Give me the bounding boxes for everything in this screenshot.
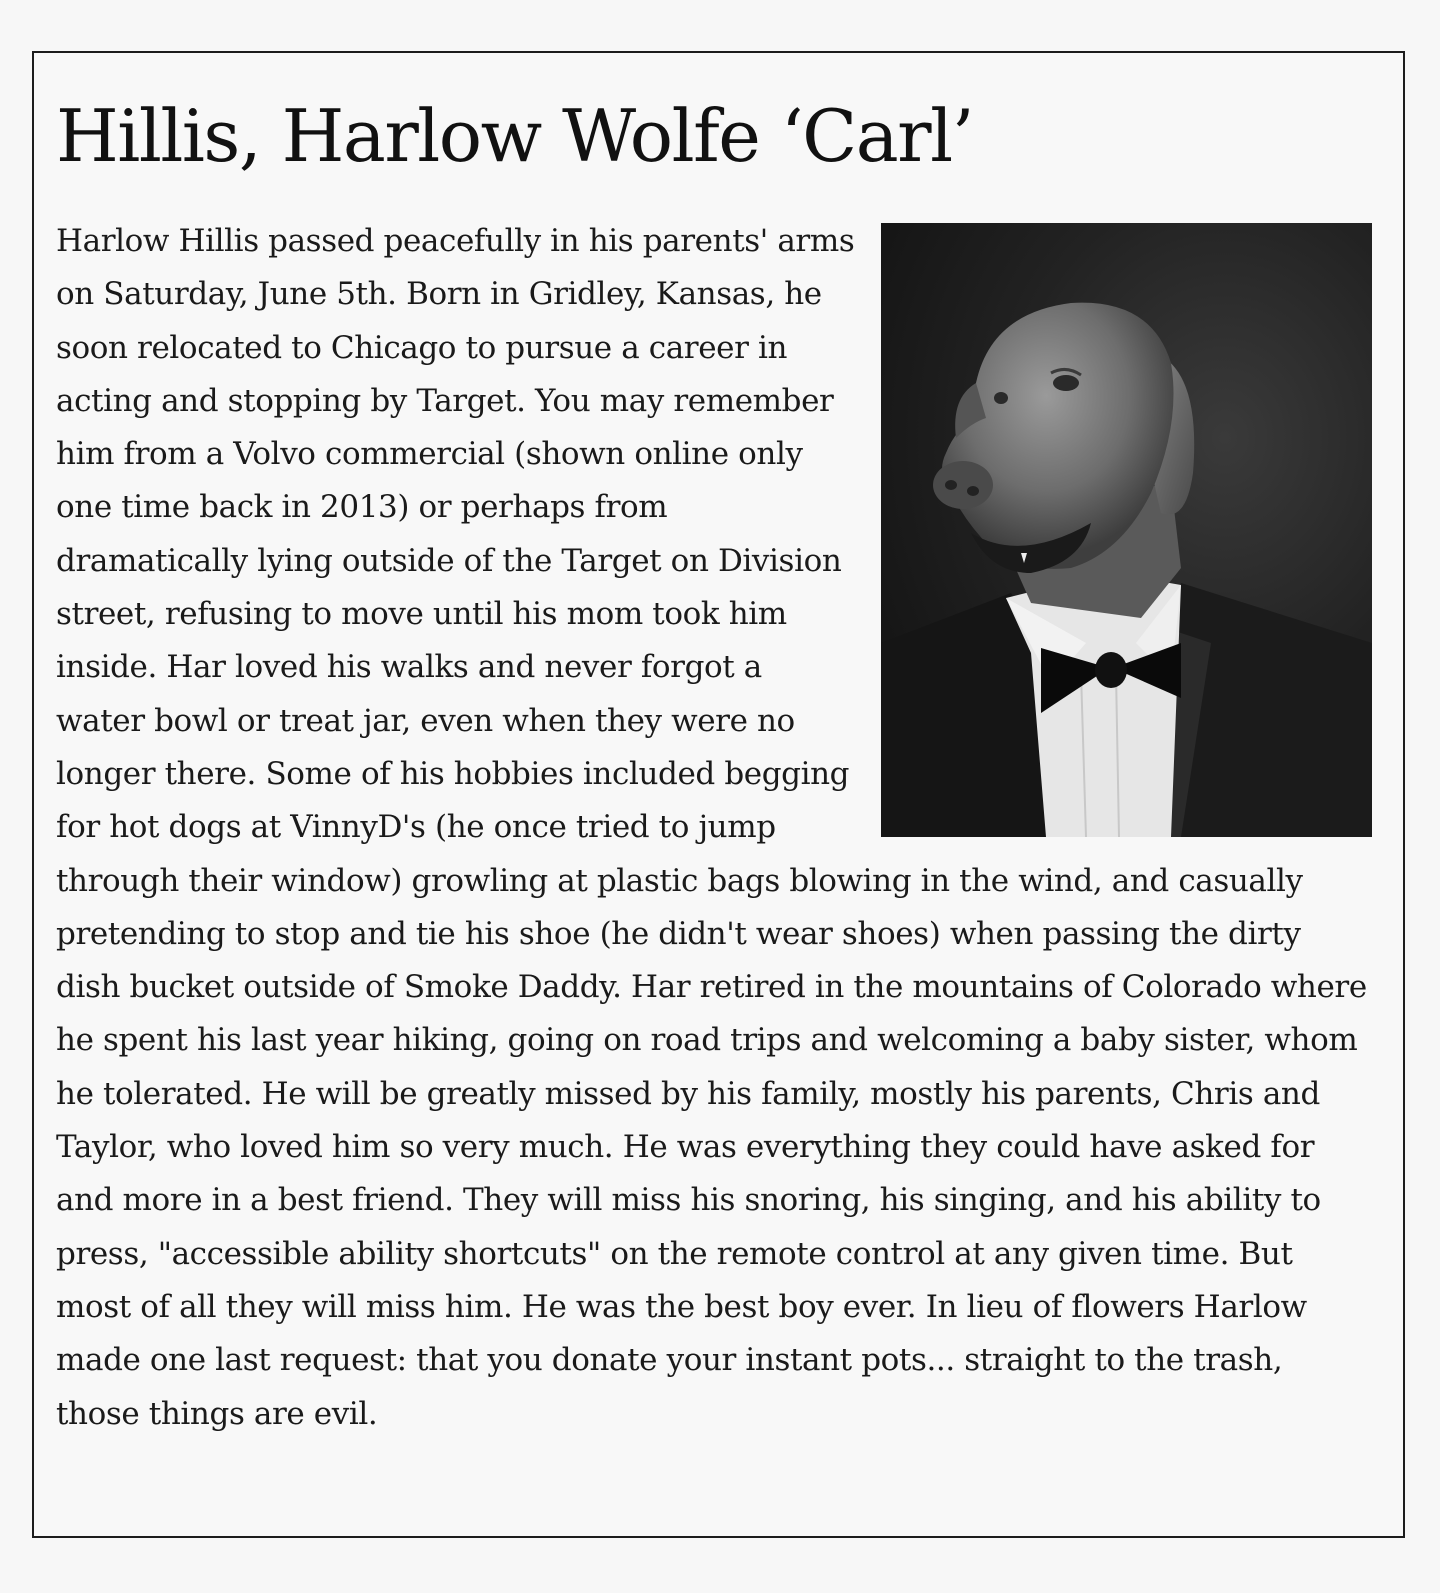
obituary-body-container	[56, 215, 1372, 1441]
obituary-frame	[32, 51, 1405, 1538]
dog-in-tuxedo-portrait-icon	[881, 223, 1372, 837]
obituary-body: Harlow Hillis passed peacefully in his parents' arms on Saturday, June 5th. Born in Gridley, Kansas, he soon relocated to Chicago to pursue a career in acting and stopping by Target. You may remember him from a Volvo commercial (shown online only one time back in 2013) or perhaps from dramatically lying outside of the Target on Division street, refusing to move until his mom took him inside. Har loved his walks and never forgot a water bowl or treat jar, even when they were no longer there. Some of his hobbies included begging for hot dogs at VinnyD's (he once tried to jump through their window) growling at plastic bags blowing in the wind, and casually pretending to stop and tie his shoe (he didn't wear shoes) when passing the dirty dish bucket outside of Smoke Daddy. Har retired in the mountains of Colorado where he spent his last year hiking, going on road trips and welcoming a baby sister, whom he tolerated. He will be greatly missed by his family, mostly his parents, Chris and Taylor, who loved him so very much. He was everything they could have asked for and more in a best friend. They will miss his snoring, his singing, and his ability to press, "accessible ability shortcuts" on the remote control at any given time. But most of all they will miss him. He was the best boy ever. In lieu of flowers Harlow made one last request: that you donate your instant pots... straight to the trash, those things are evil.	[56, 223, 1367, 1432]
obituary-title: Hillis, Harlow Wolfe ‘Carl’	[56, 94, 974, 178]
